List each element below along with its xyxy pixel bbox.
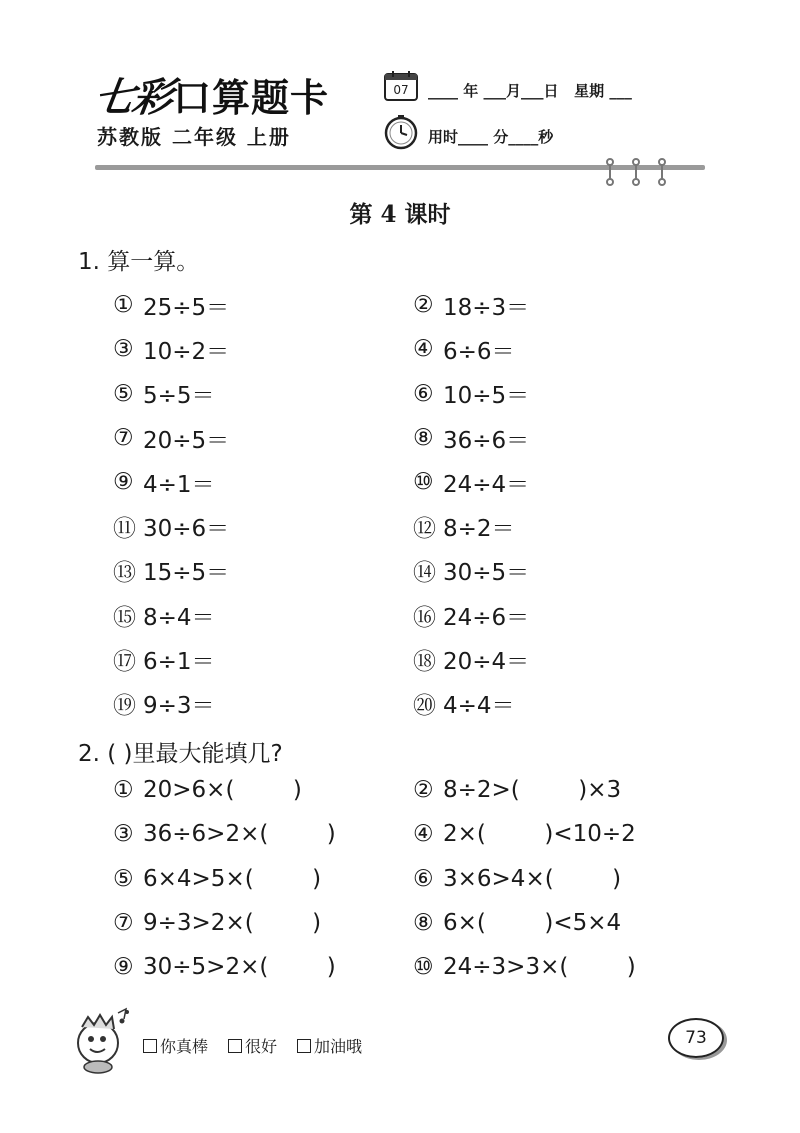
- problem-item: ⑤ 6×4>5×( ): [113, 865, 322, 892]
- problem-item: ⑮ 8÷4＝: [113, 604, 215, 631]
- problem-item: ⑭ 30÷5＝: [413, 560, 530, 587]
- calendar-icon: [383, 70, 419, 102]
- problem-item: ⑬ 15÷5＝: [113, 560, 230, 587]
- problem-item: ⑧ 6×( )<5×4: [413, 910, 622, 937]
- problem-item: ① 20>6×( ): [113, 777, 302, 804]
- self-rating: [143, 1034, 362, 1057]
- mascot-illustration: [70, 1005, 135, 1075]
- problem-item: ④ 6÷6＝: [413, 336, 515, 365]
- problem-item: ② 8÷2>( )×3: [413, 777, 622, 804]
- edition-label: 苏教版 二年级 上册: [97, 125, 291, 149]
- section2-problems: [113, 768, 733, 989]
- brand-logo: 七彩: [91, 73, 174, 121]
- brand-title: 口算题卡: [173, 75, 330, 120]
- problem-item: ⑳ 4÷4＝: [413, 693, 515, 720]
- clock-icon: [383, 114, 419, 150]
- problem-item: ⑨ 4÷1＝: [113, 469, 215, 498]
- section1-problems: [113, 283, 733, 726]
- calendar-number: 07: [393, 83, 409, 97]
- checkbox[interactable]: [297, 1039, 311, 1053]
- page-number: 73: [668, 1018, 724, 1058]
- brand: [91, 70, 330, 121]
- section2-heading: 2. ( )里最大能填几?: [78, 741, 283, 767]
- binder-rings-decoration: [598, 158, 678, 186]
- problem-item: ⑦ 9÷3>2×( ): [113, 910, 322, 937]
- problem-item: ⑥ 3×6>4×( ): [413, 865, 622, 892]
- problem-item: ⑨ 30÷5>2×( ): [113, 954, 336, 981]
- section1-heading: 1. 算一算。: [78, 249, 200, 275]
- problem-item: ⑧ 36÷6＝: [413, 425, 530, 454]
- checkbox[interactable]: [143, 1039, 157, 1053]
- checkbox[interactable]: [228, 1039, 242, 1053]
- rating-option-good[interactable]: 很好: [228, 1034, 277, 1057]
- problem-item: ③ 10÷2＝: [113, 336, 230, 365]
- rating-option-keep-going[interactable]: 加油哦: [297, 1034, 362, 1057]
- problem-item: ④ 2×( )<10÷2: [413, 821, 636, 848]
- problem-item: ⑪ 30÷6＝: [113, 516, 230, 543]
- problem-item: ⑩ 24÷4＝: [413, 469, 530, 498]
- problem-item: ⑫ 8÷2＝: [413, 516, 515, 543]
- lesson-title: 第 4 课时: [349, 201, 451, 228]
- problem-item: ⑰ 6÷1＝: [113, 649, 215, 676]
- rating-option-great[interactable]: 你真棒: [143, 1034, 208, 1057]
- time-line: 用时____ 分____秒: [428, 128, 554, 146]
- problem-item: ⑦ 20÷5＝: [113, 425, 230, 454]
- problem-item: ① 25÷5＝: [113, 292, 230, 321]
- problem-item: ② 18÷3＝: [413, 292, 530, 321]
- date-line: ____ 年 ___月___日 星期 ___: [428, 82, 632, 100]
- problem-item: ③ 36÷6>2×( ): [113, 821, 336, 848]
- problem-item: ⑤ 5÷5＝: [113, 380, 215, 410]
- problem-item: ⑯ 24÷6＝: [413, 604, 530, 631]
- problem-item: ⑥ 10÷5＝: [413, 380, 530, 410]
- problem-item: ⑱ 20÷4＝: [413, 649, 530, 676]
- problem-item: ⑲ 9÷3＝: [113, 693, 215, 720]
- problem-item: ⑩ 24÷3>3×( ): [413, 954, 636, 981]
